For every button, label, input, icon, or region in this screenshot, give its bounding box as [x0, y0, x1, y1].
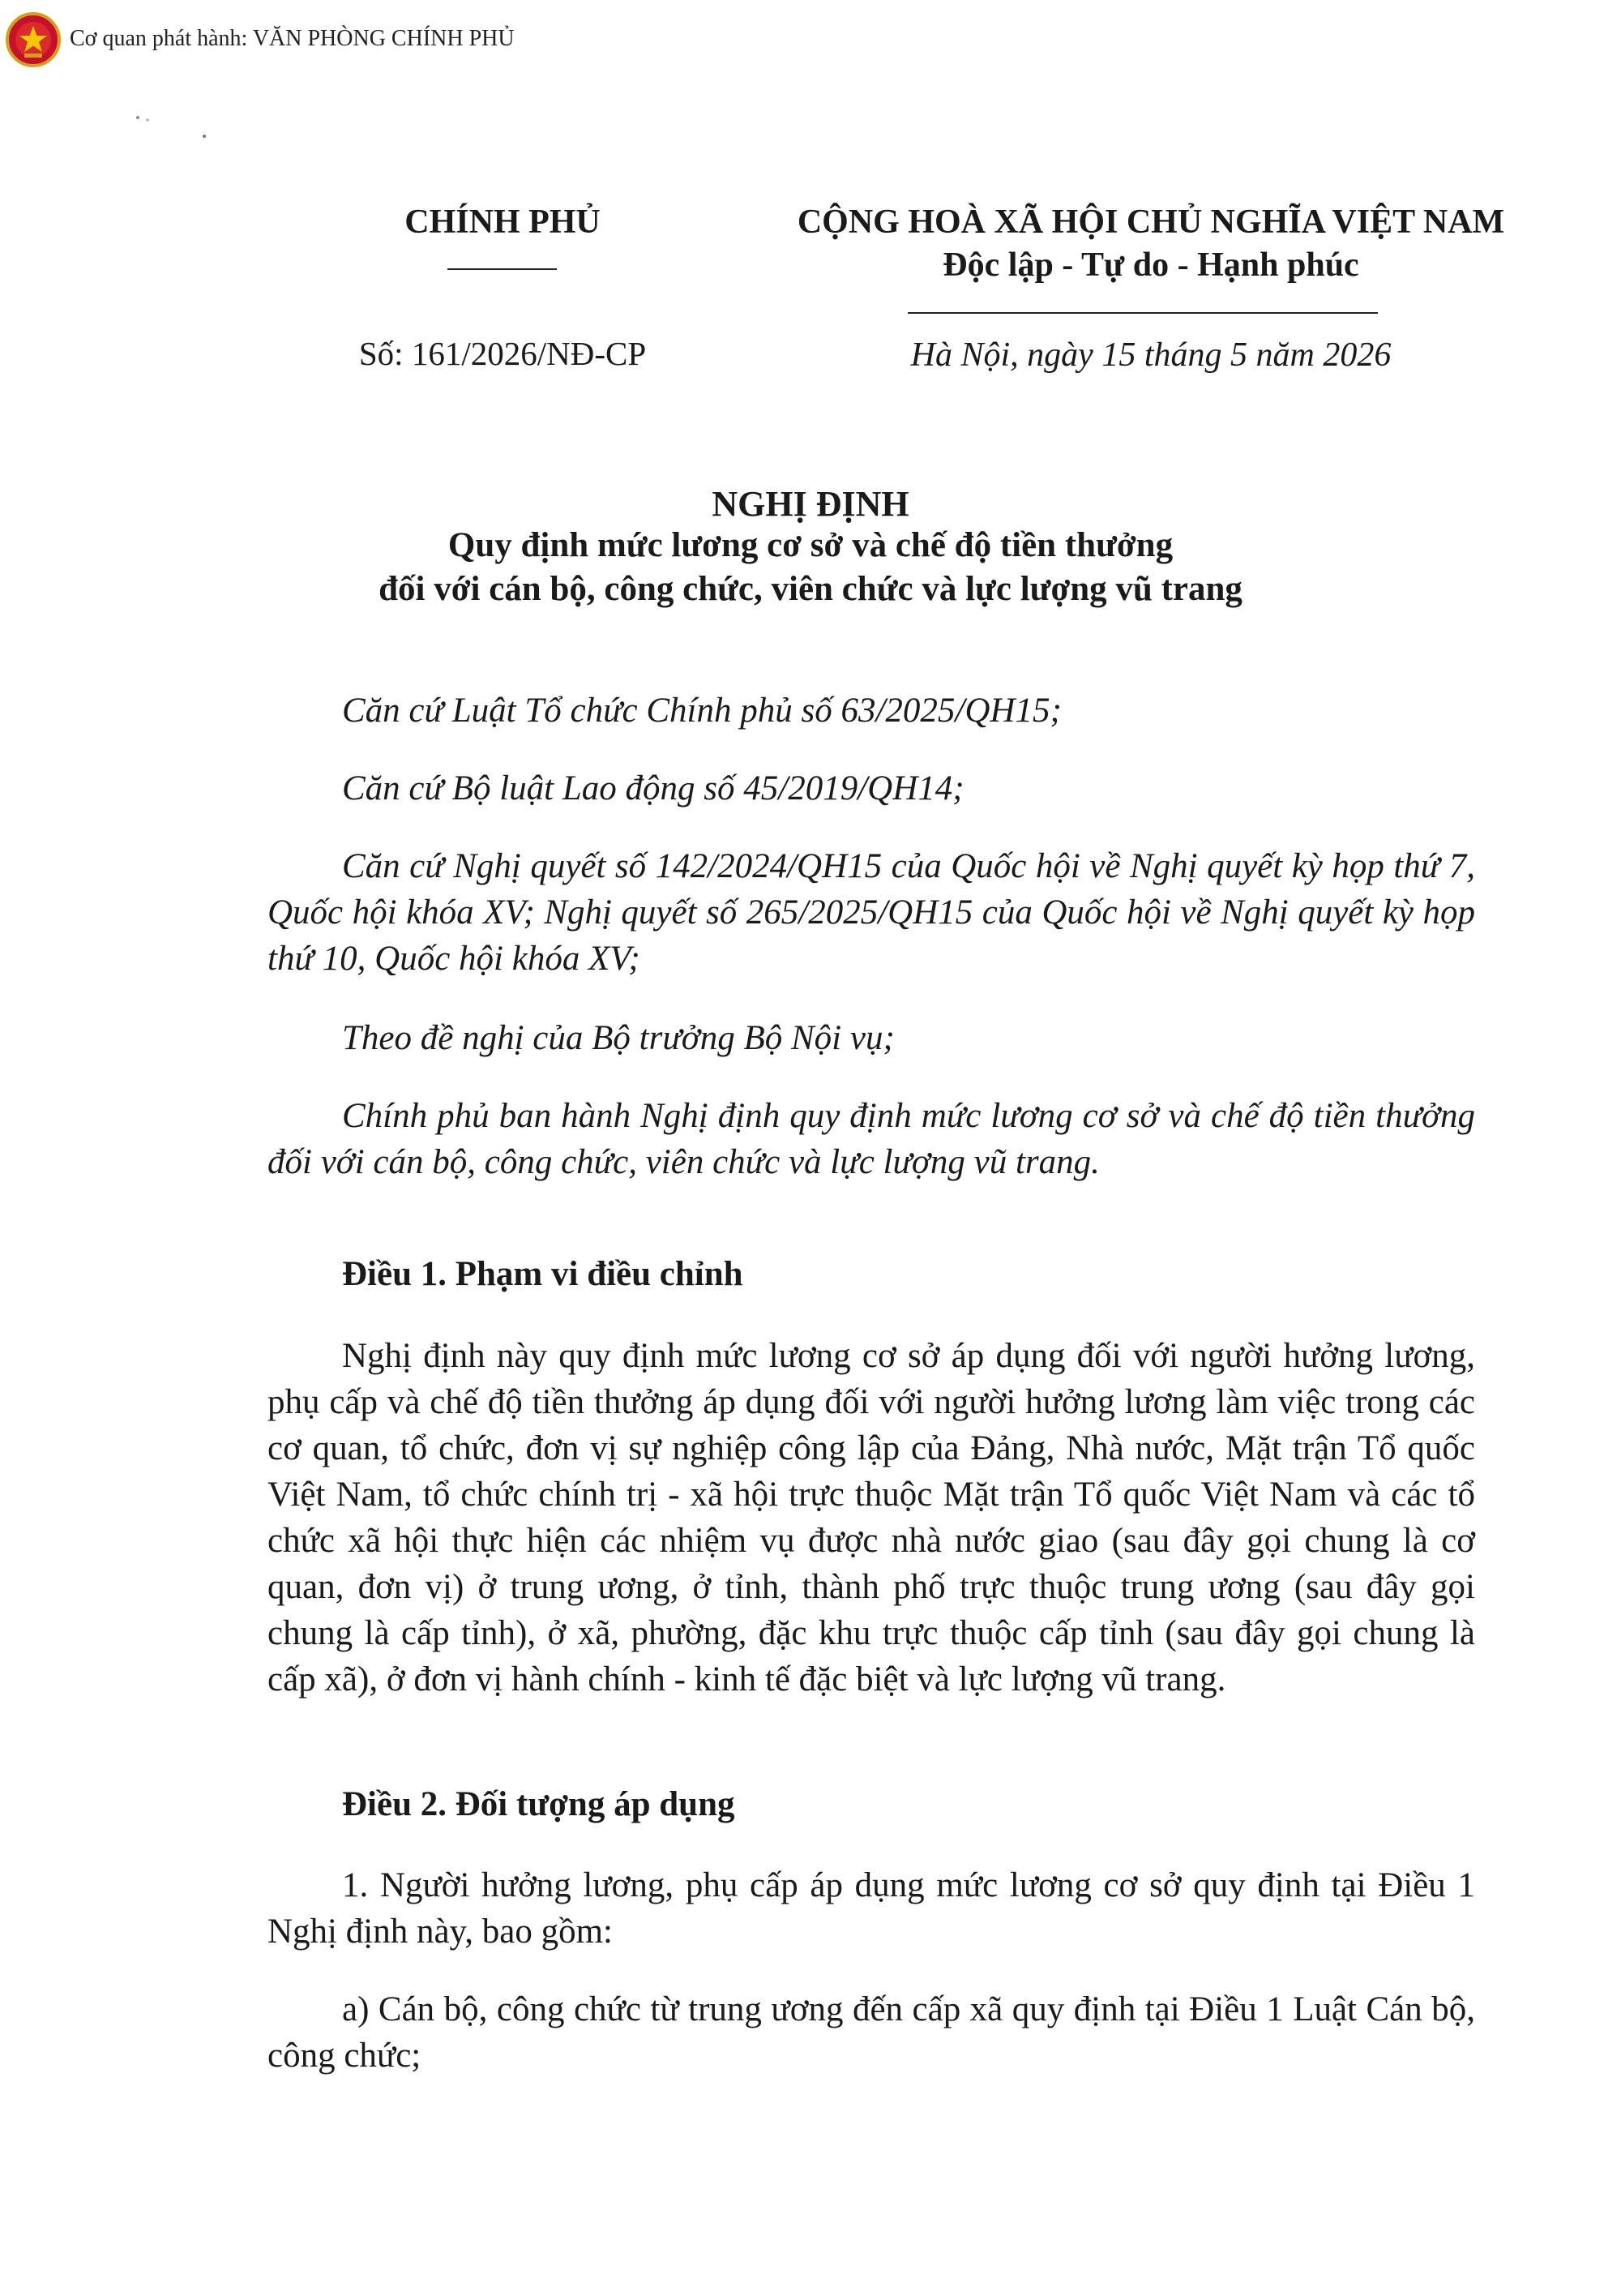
scan-specks — [130, 105, 227, 154]
national-emblem-icon — [5, 11, 62, 68]
motto-underline — [908, 312, 1378, 314]
article-2-point-a: a) Cán bộ, công chức từ trung ương đến cấp xã quy định tại Điều 1 Luật Cán bộ, công chức; — [267, 1990, 1475, 2075]
preamble-enactment: Chính phủ ban hành Nghị định quy định mức lương cơ sở và chế độ tiền thưởng đối với cán bộ, công chức, viên chức và lực lượng vũ trang. — [267, 1097, 1475, 1181]
preamble-basis-2: Căn cứ Bộ luật Lao động số 45/2019/QH14; — [342, 769, 964, 807]
issuer-line: Cơ quan phát hành: VĂN PHÒNG CHÍNH PHỦ — [70, 26, 515, 51]
document-subtitle-line1: Quy định mức lương cơ sở và chế độ tiền thưởng — [447, 526, 1174, 564]
agency-name: CHÍNH PHỦ — [404, 203, 601, 241]
article-2-clause-1: 1. Người hưởng lương, phụ cấp áp dụng mức lương cơ sở quy định tại Điều 1 Nghị định này, bao gồm: — [267, 1866, 1475, 1951]
document-subtitle-line2: đối với cán bộ, công chức, viên chức và lực lượng vũ trang — [379, 570, 1242, 608]
agency-underline — [447, 268, 557, 270]
preamble-basis-1: Căn cứ Luật Tổ chức Chính phủ số 63/2025/QH15; — [342, 692, 1062, 730]
document-number: Số: 161/2026/NĐ-CP — [358, 335, 647, 372]
preamble-proposal: Theo đề nghị của Bộ trưởng Bộ Nội vụ; — [342, 1019, 895, 1057]
document-title: NGHỊ ĐỊNH — [712, 484, 909, 524]
nation-name: CỘNG HOÀ XÃ HỘI CHỦ NGHĨA VIỆT NAM — [797, 203, 1505, 241]
article-1-heading: Điều 1. Phạm vi điều chỉnh — [342, 1255, 743, 1293]
article-1-text: Nghị định này quy định mức lương cơ sở áp dụng đối với người hưởng lương, phụ cấp và chế độ tiền thưởng áp dụng đối với người hưởng lương làm việc trong các cơ quan, tổ chức, đơn vị sự nghiệp công lập của Đảng, Nhà nước, Mặt trận Tổ quốc Việt Nam, tổ chức chính trị - xã hội trực thuộc Mặt trận Tổ quốc Việt Nam và các tổ chức xã hội thực hiện các nhiệm vụ được nhà nước giao (sau đây gọi chung là cơ quan, đơn vị) ở trung ương, ở tỉnh, thành phố trực thuộc trung ương (sau đây gọi chung là cấp tỉnh), ở xã, phường, đặc khu trực thuộc cấp tỉnh (sau đây gọi chung là cấp xã), ở đơn vị hành chính - kinh tế đặc biệt và lực lượng vũ trang. — [267, 1337, 1475, 1698]
article-2-heading: Điều 2. Đối tượng áp dụng — [342, 1785, 735, 1823]
place-date: Hà Nội, ngày 15 tháng 5 năm 2026 — [910, 336, 1392, 374]
national-motto: Độc lập - Tự do - Hạnh phúc — [943, 246, 1359, 284]
preamble-basis-3: Căn cứ Nghị quyết số 142/2024/QH15 của Quốc hội về Nghị quyết kỳ họp thứ 7, Quốc hội khóa XV; Nghị quyết số 265/2025/QH15 của Quốc hội về Nghị quyết kỳ họp thứ 10, Quốc hội khóa XV; — [267, 847, 1475, 978]
